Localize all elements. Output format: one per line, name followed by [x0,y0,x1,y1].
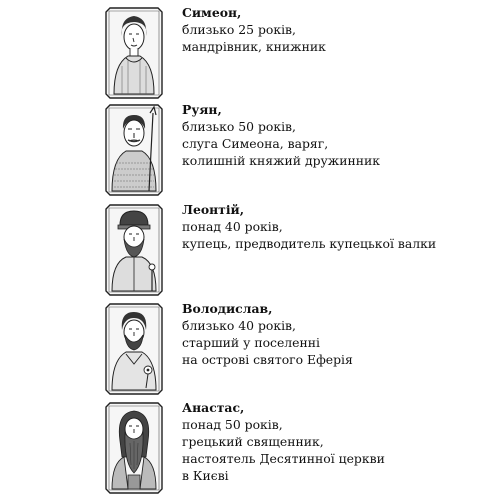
character-description-line: понад 50 років, [182,417,283,432]
merchant-portrait-icon [104,203,164,297]
character-name: Руян, [182,102,222,117]
young-man-portrait-icon [104,6,164,100]
character-description-line: мандрівник, книжник [182,39,326,54]
character-name: Симеон, [182,5,242,20]
elder-portrait-icon [104,302,164,396]
character-description-line: близько 40 років, [182,318,296,333]
character-entry-ruyan [104,103,484,197]
character-entry-leontiy [104,203,484,297]
character-name: Анастас, [182,400,245,415]
character-description-line: колишній княжий дружинник [182,153,380,168]
character-description-line: на острові святого Еферія [182,352,353,367]
character-name: Леонтій, [182,202,245,217]
character-entry-volodyslav [104,302,484,396]
warrior-portrait-icon [104,103,164,197]
character-entry-anastas [104,401,484,495]
character-name: Володислав, [182,301,273,316]
character-description-line: грецький священник, [182,434,324,449]
character-description-line: слуга Симеона, варяг, [182,136,329,151]
character-description-line: понад 40 років, [182,219,283,234]
character-description-line: близько 25 років, [182,22,296,37]
priest-portrait-icon [104,401,164,495]
character-description-line: близько 50 років, [182,119,296,134]
character-description-line: старший у поселенні [182,335,320,350]
character-description-line: в Києві [182,468,229,483]
character-description-line: настоятель Десятинної церкви [182,451,385,466]
character-entry-simeon [104,6,484,100]
character-description-line: купець, предводитель купецької валки [182,236,437,251]
